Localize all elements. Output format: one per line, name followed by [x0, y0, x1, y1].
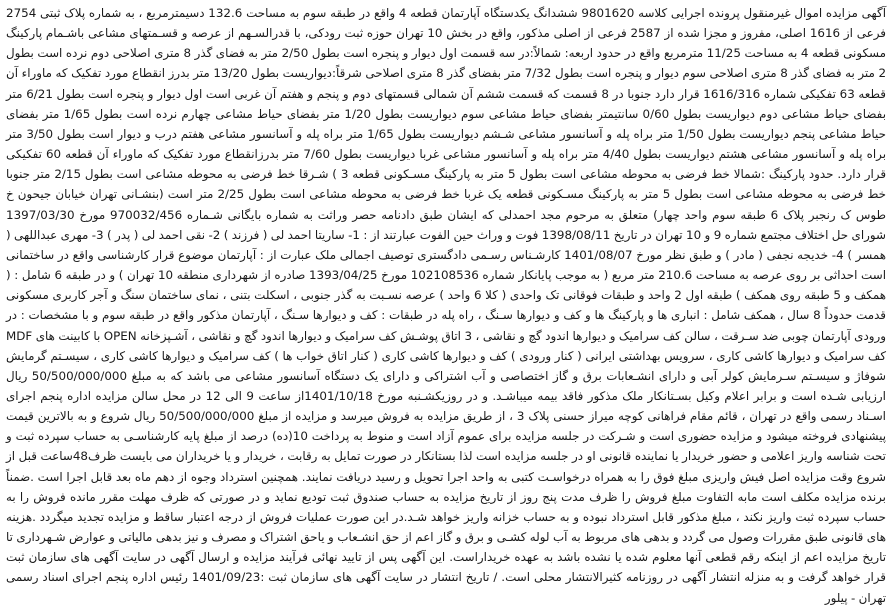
auction-notice-text: آگهی مزایده اموال غیرمنقول پرونده اجرایی کلاسه 9801620 ششدانگ یکدستگاه آپارتمان قطعه 4 واقع در طبقه سوم به مساحت 132.6 دسیمترمربع ، به شماره پلاک ثبتی 2754 فرعی از 1616 اصلی، مفروز و مجزا شده از 2587 فرعی از اصلی مذکور، واقع در بخش 10 تهران حوزه ثبت رودکی، با قدرالسـهم از عرصه و قسـمتهای مشاعی باشـمام پارکینگ مسکونی قطعه 4 به مساحت 11/25 مترمربع واقع در حدود اربعه: شمالاً:در سه قسمت اول دیوار و پنجره است بطول 2/50 متر به فضای گذر 8 متری اصلاحی دوم نرده است بطول 2 متر به فضای گذر 8 متری اصلاحی سوم دیوار و پنجره است بطول 7/32 متر بفضای گذر 8 متری اصلاحی شرقاً:دیواریست بطول 13/20 متر بدرز انقطاع مورد تفکیک که ماوراء آن قطعه 63 تفکیکی شماره 1616/316 قرار دارد جنوبا در 8 قسمت که قسمت ششم آن شمالی قسمتهای دوم و پنجم و هفتم آن غربی است اول دیوار و پنجره است بطول 6/21 متر بفضای حیاط مشاعی دوم دیواریست بطول 0/60 سانتیمتر بفضای حیاط مشاعی سوم دیواریست بطول 1/20 متر بفضای حیاط مشاعی چهارم نرده است بطول 1/65 متر بفضای حیاط مشاعی پنجم دیواریست بطول 1/50 متر براه پله و آسانسور مشاعی شـشم دیواریست بطول 1/65 متر براه پله و آسانسور مشاعی هفتم درب و دیوار است بطول 3/50 متر براه پله و آسانسور مشاعی هشتم دیواریست بطول 4/40 متر براه پله و آسانسور مشاعی غربا دیواریست بطول 7/60 متر بدرزانقطاع مورد تفکیک که ماوراء آن قطعه 60 تفکیکی قرار دارد. حدود پارکینگ :شمالا خط فرضی به محوطه مشاعی است بطول 5 متر به پارکینگ مسـکونی قطعه 3 ) شـرقا خط فرضی به محوطه مشاعی است بطول 2/15 متر جنوبا خط فرضی به محوطه مشاعی است بطول 5 متر به پارکینگ مسـکونی قطعه یک غربا خط فرضی به محوطه مشاعی است بطول 2/25 متر است (بنشـانی تهران خیابان جیحون خ طوس ک رنجبر پلاک 6 طبقه سوم واحد چهار) متعلق به مرحوم مجد احمدلی که ایشان طبق دادنامه حصر وراثت به شماره بایگانی شـماره 970032/456 مورخ 1397/03/30 شورای حل اختلاف مجتمع شماره 9 و 10 تهران در تاریخ 1398/08/11 فوت و وراث حین الفوت عبارتند از : 1- ساریتا احمد لی ( فرزند ) 2- نقی احمد لی ( پدر ) 3- مهری عبداللهی ( همسر ) 4- خدیجه نجفی ( مادر ) و طبق نظر مورخ 1401/08/07 کارشـناس رسـمی دادگستری توصیف اجمالی ملک عبارت از : آپارتمان موضوع قرار کارشناسی واقع در ساختمانی است احداثی بر روی عرصه به مساحت 210.6 متر مربع ( به موجب پایانکار شماره 102108536 مورخ 1393/04/25 صادره از شهرداری منطقه 10 تهران ) و در طبقه 6 شامل : ( همکف و 5 طبقه روی همکف ) طبقه اول 2 واحد و طبقات فوقانی تک واحدی ( کلا 6 واحد ) عرصه نسـبت به گذر جنوبی ، اسکلت بتنی ، نمای ساختمان سنگ و آجر کاربری مسکونی قدمت حدوداً 8 سال ، همکف شامل : انباری ها و پارکینگ ها و کف و دیوارها سـنگ ، راه پله در طبقات : کف و دیوارها سـنگ ، آپارتمان مذکور واقع در طبقه سوم و با مشخصات : در ورودی آپارتمان چوبی ضد سـرقت ، سالن کف سرامیک و دیوارها اندود گچ و نقاشی ، 3 اتاق پوشـش کف سرامیک و دیوارها اندود گچ و نقاشی ، آشـپزخانه OPEN با کابینت های MDF کف سرامیک و دیوارها کاشی کاری ، سرویس بهداشتی ایرانی ( کنار ورودی ) کف و دیوارها کاشی کاری ( کنار اتاق خواب ها ) کف سرامیک و دیوارها کاشی کاری ، سیسـتم گرمایش شوفاژ و سیسـتم سـرمایش کولر آبی و دارای انشـعابات برق و گاز اختصاصی و آب اشتراکی و دارای یک دستگاه آسانسور مشاعی می باشد که به مبلغ 50/500/000/000 ریال ارزیابی شـده است و برابر اعلام وکیل بسـتانکار ملک مذکور فاقد بیمه میباشـد. و در روزیکشـنبه مورخ 1401/10/18از ساعت 9 الی 12 در محل سالن مزایده اداره پنجم اجرای اسـناد رسمی واقع در تهران ، قائم مقام فراهانی کوچه میراز حسنی پلاک 3 ، از طریق مزایده به فروش میرسد و مزایده از مبلغ 50/500/000/000 ریال شروع و به بالاترین قیمت پیشنهادی فروخته میشود و مزایده حضوری است و شـرکت در جلسه مزایده برای عموم آزاد است و منوط به پرداخت 10(ده) درصد از مبلغ پایه کارشناسـی به حساب سپرده ثبت و تحت شناسه واریز اعلامی و حضور خریدار یا نماینده قانونی او در جلسه مزایده است لذا بستانکار در صورت تمایل به رقابت ، خریدار و یا خریداران می بایست ظرف48ساعت قبل از شروع وقت مزایده اصل فیش واریزی مبلغ فوق را به همراه درخواسـت کتبی به واحد اجرا تحویل و رسید دریافت نمایند. همچنین استرداد وجوه از دهم ماه بعد قابل اجرا است .ضمناً برنده مزایده مکلف است مابه التفاوت مبلغ فروش را ظرف مدت پنج روز از تاریخ مزایده به حساب صندوق ثبت تودیع نماید و در صورتی که ظرف مهلت مقرر مانده فروش را به حساب سپرده ثبت واریز نکند ، مبلغ مذکور قابل استرداد نبوده و به حساب خزانه واریز خواهد شـد.در این صورت عملیات فروش از درجه اعتبار ساقط و مزایده تجدید میگردد .هزینه های قانونی طبق مقررات وصول می گردد و بدهی های مربوط به آب لوله کشـی و برق و گاز اعم از حق انشـعاب و یاحق اشتراک و مصرف و نیز بدهی مالیاتی و عوارض شـهرداری تا تاریخ مزایده اعم از اینکه رقم قطعی آنها معلوم شده یا نشده باشد به عهده خریداراست. این آگهی پس از تایید نهائی فرآیند مزایده و ارسال آگهی در سایت آگهی های سازمان ثبت قرار خواهد گرفت و به منزله انتشار آگهی در روزنامه کثیرالانتشار محلی است. / تاریخ انتشار در سایت آگهی های سازمان ثبت :1401/09/23 رئیس اداره پنجم اجرای اسناد رسمی تهران - پیلور — [6, 6, 887, 605]
